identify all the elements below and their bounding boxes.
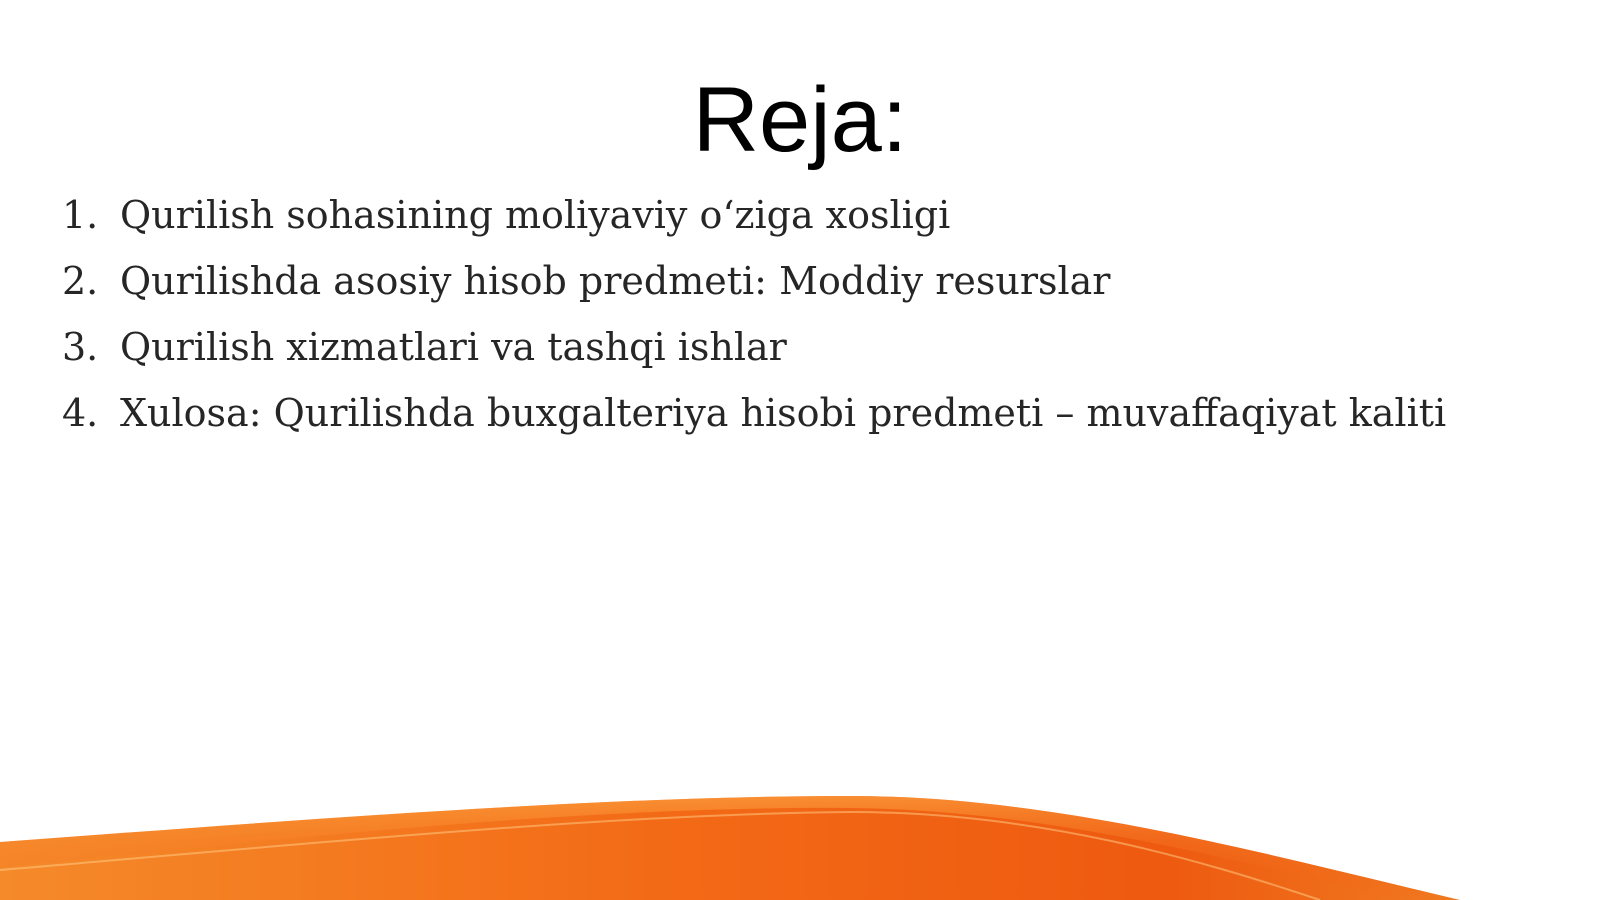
list-item [62,391,1446,457]
decorative-wave [0,790,1600,900]
list-item [62,325,1446,391]
wave-shape [0,796,1460,900]
list-item-number: 1. [62,193,99,237]
list-item [62,193,1446,259]
list-item-text: Qurilish sohasining moliyaviy o‘ziga xosligi [120,193,951,237]
list-item-number: 3. [62,325,99,369]
list-item-text: Xulosa: Qurilishda buxgalteriya hisobi predmeti – muvaffaqiyat kaliti [120,391,1447,435]
list-item-number: 2. [62,259,99,303]
list-item-text: Qurilish xizmatlari va tashqi ishlar [120,325,787,369]
list-item-text: Qurilishda asosiy hisob predmeti: Moddiy resurslar [120,259,1111,303]
slide-title: Reja: [692,69,908,171]
list-item [62,259,1446,325]
agenda-list [62,193,1446,457]
list-item-number: 4. [62,391,99,435]
